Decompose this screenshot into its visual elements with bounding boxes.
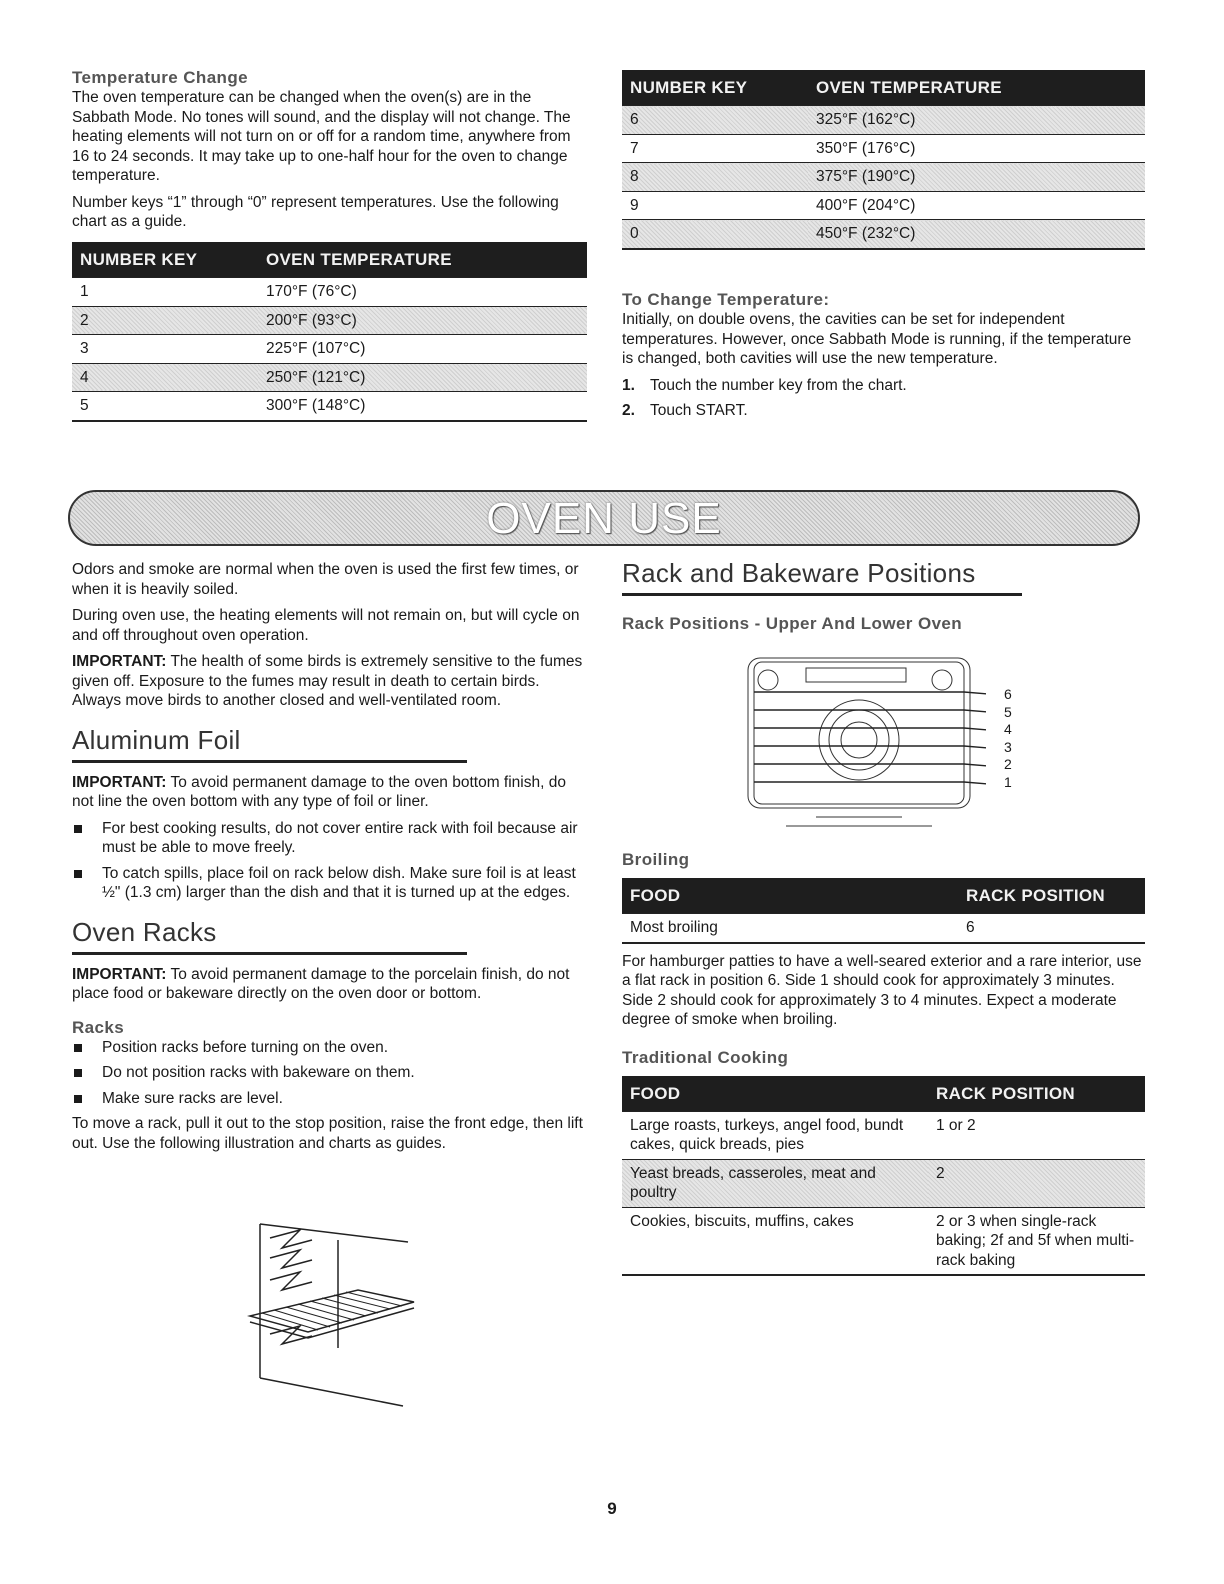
- table-cell-key: 5: [72, 392, 258, 421]
- table-cell-temp: 300°F (148°C): [258, 392, 587, 421]
- important-label: IMPORTANT:: [72, 965, 167, 983]
- rack-position-label: 5: [1004, 703, 1012, 720]
- temperature-table-1: [72, 242, 587, 422]
- step-item: [622, 376, 1145, 396]
- table-cell-temp: 225°F (107°C): [258, 335, 587, 364]
- table-cell-key: 1: [72, 278, 258, 307]
- table-header-number-key: NUMBER KEY: [622, 70, 808, 106]
- table-cell-key: 4: [72, 363, 258, 392]
- table-header-oven-temperature: OVEN TEMPERATURE: [258, 242, 587, 278]
- left-light-icon: [758, 670, 778, 690]
- rack-position-label: 4: [1004, 721, 1012, 737]
- fan-icon: [819, 700, 899, 780]
- table-cell-key: 6: [622, 106, 808, 135]
- rack-position-label: 1: [1004, 773, 1012, 790]
- step-number: 1.: [622, 376, 635, 394]
- list-item: To catch spills, place foil on rack below dish. Make sure foil is at least ½" (1.3 cm) larger than the dish and that it is turned up at the edges.: [72, 864, 587, 903]
- table-header-oven-temperature: OVEN TEMPERATURE: [808, 70, 1145, 106]
- table-cell-key: 9: [622, 191, 808, 220]
- step-item: [622, 401, 1145, 421]
- birds-text: The health of some birds is extremely sensitive to the fumes given off. Exposure to the fumes may result in death to certain birds. Always move birds to another closed and well-ventilated room.: [72, 653, 583, 709]
- traditional-cooking-table: [622, 1076, 1145, 1277]
- table-header-food: FOOD: [622, 1076, 928, 1112]
- table-cell-temp: 400°F (204°C): [808, 191, 1145, 220]
- aluminum-foil-heading: Aluminum Foil: [72, 724, 241, 755]
- table-header-rack-position: RACK POSITION: [958, 878, 1145, 914]
- table-cell-food: Large roasts, turkeys, angel food, bundt cakes, quick breads, pies: [622, 1111, 928, 1159]
- right-light-icon: [932, 670, 952, 690]
- temperature-change-paragraph: The oven temperature can be changed when the oven(s) are in the Sabbath Mode. No tones will sound, and the display will not change. The heating elements will not turn on or off for a random time, anywhere from 16 to 24 seconds. It may take up to one-half hour for the oven to change temperature.: [72, 89, 571, 184]
- move-rack-paragraph: To move a rack, pull it out to the stop position, raise the front edge, then lift out. Use the following illustration and charts as guides.: [72, 1115, 583, 1152]
- rack-bakeware-section: [622, 558, 1022, 634]
- table-cell-food: Most broiling: [622, 914, 958, 943]
- traditional-cooking-heading: Traditional Cooking: [622, 1047, 789, 1067]
- oven-racks-heading: Oven Racks: [72, 916, 217, 947]
- steps-list: [622, 376, 1145, 421]
- table-header-rack-position: RACK POSITION: [928, 1076, 1145, 1112]
- heading-rule: [72, 760, 467, 763]
- table-cell-temp: 375°F (190°C): [808, 163, 1145, 192]
- list-item: Make sure racks are level.: [72, 1089, 587, 1109]
- table-cell-food: Cookies, biscuits, muffins, cakes: [622, 1207, 928, 1275]
- table-cell-key: 0: [622, 220, 808, 249]
- rack-position-label: 6: [1004, 686, 1012, 702]
- temperature-change-heading: Temperature Change: [72, 68, 248, 87]
- table-cell-key: 2: [72, 306, 258, 335]
- important-label: IMPORTANT:: [72, 773, 167, 791]
- oven-outline: [748, 658, 970, 808]
- oven-use-title: OVEN USE: [486, 494, 722, 543]
- table-cell-temp: 325°F (162°C): [808, 106, 1145, 135]
- step-text: Touch the number key from the chart.: [650, 376, 907, 394]
- table-cell-position: 2: [928, 1159, 1145, 1207]
- rack-positions-subheading: Rack Positions - Upper And Lower Oven: [622, 614, 963, 633]
- racks-bullets: [72, 1038, 587, 1109]
- temperature-change-section: [72, 68, 587, 239]
- rack-removal-illustration: [238, 1218, 418, 1410]
- table-cell-position: 6: [958, 914, 1145, 943]
- number-keys-paragraph: Number keys “1” through “0” represent temperatures. Use the following chart as a guide.: [72, 193, 559, 230]
- table-cell-temp: 200°F (93°C): [258, 306, 587, 335]
- table-cell-key: 7: [622, 134, 808, 163]
- table-cell-temp: 450°F (232°C): [808, 220, 1145, 249]
- racks-subheading: Racks: [72, 1017, 125, 1037]
- step-text: Touch START.: [650, 402, 748, 419]
- oven-top-edge: [260, 1224, 408, 1242]
- rack-bakeware-heading: Rack and Bakeware Positions: [622, 558, 976, 588]
- to-change-temperature-section: [622, 290, 1145, 427]
- table-cell-position: 2 or 3 when single-rack baking; 2f and 5f when multi-rack baking: [928, 1207, 1145, 1275]
- temperature-table-2: [622, 70, 1145, 250]
- racks-important-paragraph: [72, 965, 587, 1004]
- table-cell-temp: 170°F (76°C): [258, 278, 587, 307]
- table-header-number-key: NUMBER KEY: [72, 242, 258, 278]
- important-label: IMPORTANT:: [72, 653, 167, 670]
- table-cell-key: 3: [72, 335, 258, 364]
- list-item: Do not position racks with bakeware on them.: [72, 1063, 587, 1083]
- rack-position-label: 3: [1004, 738, 1012, 755]
- page-number: 9: [607, 1499, 617, 1518]
- to-change-paragraph: Initially, on double ovens, the cavities can be set for independent temperatures. However, once Sabbath Mode is running, if the temperature is changed, both cavities will use the new temperature.: [622, 311, 1132, 367]
- broiling-heading: Broiling: [622, 850, 690, 869]
- table-cell-key: 8: [622, 163, 808, 192]
- foil-bullets: [72, 819, 587, 903]
- rack-position-labels: [1004, 686, 1028, 791]
- list-item: For best cooking results, do not cover entire rack with foil because air must be able to move freely.: [72, 819, 587, 858]
- table-cell-food: Yeast breads, casseroles, meat and poultry: [622, 1159, 928, 1207]
- oven-use-banner: [68, 490, 1140, 546]
- rack-position-label: 2: [1004, 756, 1012, 772]
- heading-rule: [72, 952, 467, 955]
- rack-frame: [250, 1290, 414, 1332]
- step-number: 2.: [622, 402, 635, 419]
- broiling-paragraph: For hamburger patties to have a well-seared exterior and a rare interior, use a flat rack in position 6. Side 1 should cook for approximately 3 minutes. Side 2 should cook for approximately 3 to 4 minutes. Expect a moderate degree of smoke when broiling.: [622, 952, 1142, 1028]
- birds-important-paragraph: [72, 652, 587, 711]
- odors-paragraph: Odors and smoke are normal when the oven is used the first few times, or when it is heavily soiled.: [72, 561, 579, 598]
- table-cell-temp: 350°F (176°C): [808, 134, 1145, 163]
- list-item: Position racks before turning on the oven.: [72, 1038, 587, 1058]
- table-cell-temp: 250°F (121°C): [258, 363, 587, 392]
- oven-use-section: [72, 560, 587, 1160]
- table-header-food: FOOD: [622, 878, 958, 914]
- rack-positions-diagram: [746, 652, 986, 834]
- table-cell-position: 1 or 2: [928, 1111, 1145, 1159]
- heading-rule: [622, 593, 1022, 596]
- to-change-temperature-heading: To Change Temperature:: [622, 290, 830, 309]
- oven-bottom-edge: [260, 1378, 403, 1406]
- racks-important-text: To avoid permanent damage to the porcelain finish, do not place food or bakeware directly on the oven door or bottom.: [72, 965, 570, 1002]
- foil-important-text: To avoid permanent damage to the oven bottom finish, do not line the oven bottom with any type of foil or liner.: [72, 773, 566, 810]
- foil-important-paragraph: [72, 773, 587, 812]
- broiling-section: [622, 850, 1145, 1276]
- heating-elements-paragraph: During oven use, the heating elements will not remain on, but will cycle on and off throughout oven operation.: [72, 607, 580, 644]
